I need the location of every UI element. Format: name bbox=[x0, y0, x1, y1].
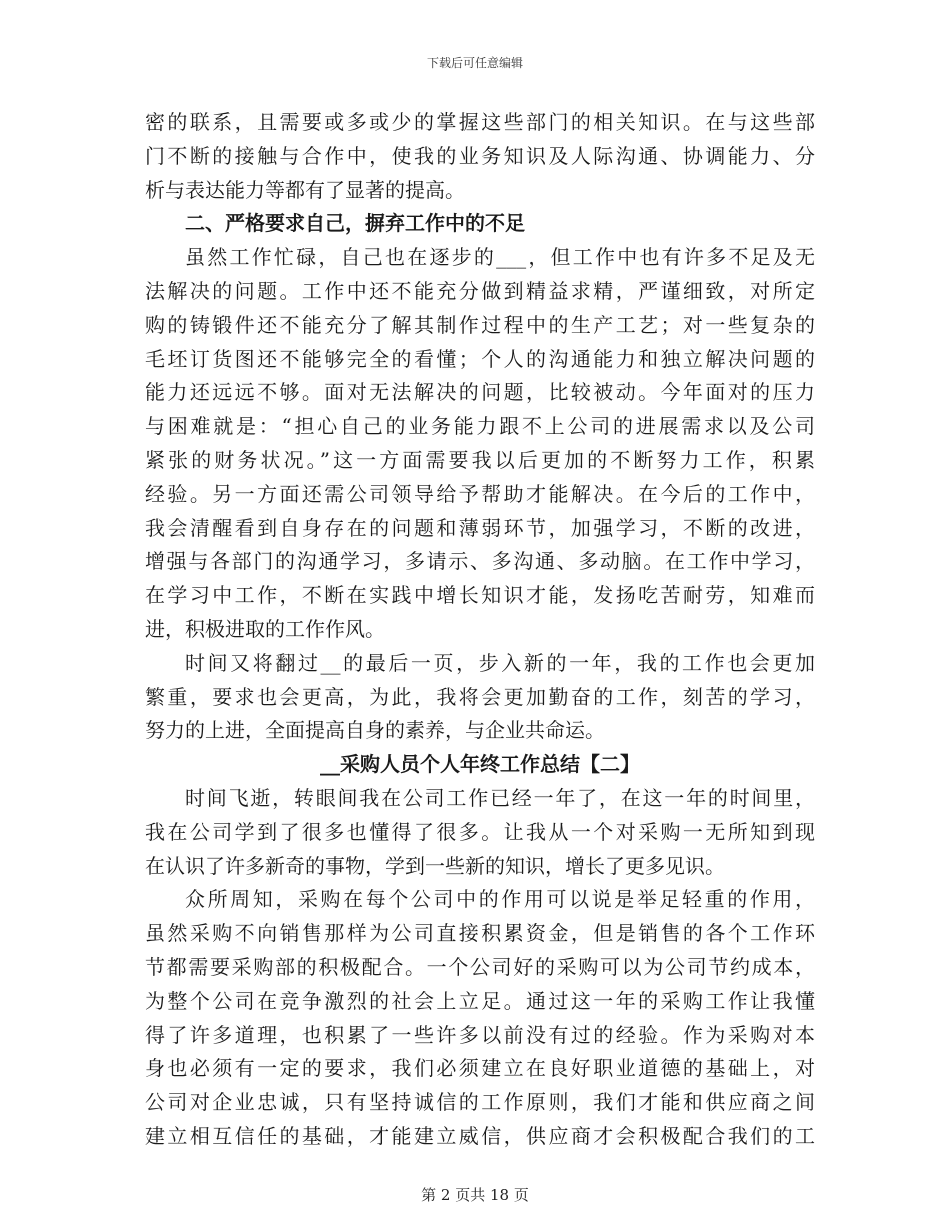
text-line: 我会清醒看到自身存在的问题和薄弱环节，加强学习，不断的改进， bbox=[145, 515, 815, 540]
text-line: 能力还远远不够。面对无法解决的问题，比较被动。今年面对的压力 bbox=[145, 380, 815, 405]
text-line: 法解决的问题。工作中还不能充分做到精益求精，严谨细致，对所定 bbox=[145, 278, 815, 303]
text-line: 节都需要采购部的积极配合。一个公司好的采购可以为公司节约成本， bbox=[145, 954, 815, 979]
text-line: 析与表达能力等都有了显著的提高。 bbox=[145, 177, 465, 202]
text-line: 增强与各部门的沟通学习，多请示、多沟通、多动脑。在工作中学习， bbox=[145, 549, 815, 574]
section-heading: 二、严格要求自己，摒弃工作中的不足 bbox=[185, 211, 525, 236]
page-header: 下载后可任意编辑 bbox=[426, 56, 523, 70]
text-line: 虽然采购不向销售那样为公司直接积累资金，但是销售的各个工作环 bbox=[145, 921, 815, 946]
text-line: 毛坯订货图还不能够完全的看懂；个人的沟通能力和独立解决问题的 bbox=[145, 346, 815, 371]
text-line: 众所周知，采购在每个公司中的作用可以说是举足轻重的作用， bbox=[185, 887, 815, 912]
text-line: 努力的上进，全面提高自身的素养，与企业共命运。 bbox=[145, 718, 605, 743]
text-line: 得了许多道理，也积累了一些许多以前没有过的经验。作为采购对本 bbox=[145, 1022, 815, 1047]
text-line: 身也必须有一定的要求，我们必须建立在良好职业道德的基础上，对 bbox=[145, 1056, 815, 1081]
text-line: 公司对企业忠诚，只有坚持诚信的工作原则，我们才能和供应商之间 bbox=[145, 1090, 815, 1115]
text-line: 建立相互信任的基础，才能建立威信，供应商才会积极配合我们的工 bbox=[145, 1123, 815, 1148]
text-line: 为整个公司在竞争激烈的社会上立足。通过这一年的采购工作让我懂 bbox=[145, 988, 815, 1013]
text-line: 在认识了许多新奇的事物，学到一些新的知识，增长了更多见识。 bbox=[145, 853, 725, 878]
text-line: 时间飞逝，转眼间我在公司工作已经一年了，在这一年的时间里， bbox=[185, 785, 815, 810]
document-body bbox=[145, 106, 815, 1154]
text-line: 我在公司学到了很多也懂得了很多。让我从一个对采购一无所知到现 bbox=[145, 819, 815, 844]
text-line: 与困难就是：“担心自己的业务能力跟不上公司的进展需求以及公司 bbox=[145, 414, 815, 439]
page-footer: 第 2 页共 18 页 bbox=[421, 1186, 529, 1204]
text-line: 虽然工作忙碌，自己也在逐步的___，但工作中也有许多不足及无 bbox=[185, 245, 815, 270]
text-line: 时间又将翻过__的最后一页，步入新的一年，我的工作也会更加 bbox=[185, 650, 815, 675]
text-line: 紧张的财务状况。”这一方面需要我以后更加的不断努力工作，积累 bbox=[145, 447, 815, 472]
section-title: __采购人员个人年终工作总结【二】 bbox=[320, 752, 640, 777]
text-line: 密的联系，且需要或多或少的掌握这些部门的相关知识。在与这些部 bbox=[145, 110, 815, 134]
text-line: 在学习中工作，不断在实践中增长知识才能，发扬吃苦耐劳，知难而 bbox=[145, 583, 815, 608]
text-line: 进，积极进取的工作作风。 bbox=[145, 616, 385, 641]
text-line: 经验。另一方面还需公司领导给予帮助才能解决。在今后的工作中， bbox=[145, 481, 815, 506]
text-line: 购的铸锻件还不能充分了解其制作过程中的生产工艺；对一些复杂的 bbox=[145, 312, 815, 337]
text-line: 繁重，要求也会更高，为此，我将会更加勤奋的工作，刻苦的学习， bbox=[145, 684, 815, 709]
text-line: 门不断的接触与合作中，使我的业务知识及人际沟通、协调能力、分 bbox=[145, 143, 815, 168]
